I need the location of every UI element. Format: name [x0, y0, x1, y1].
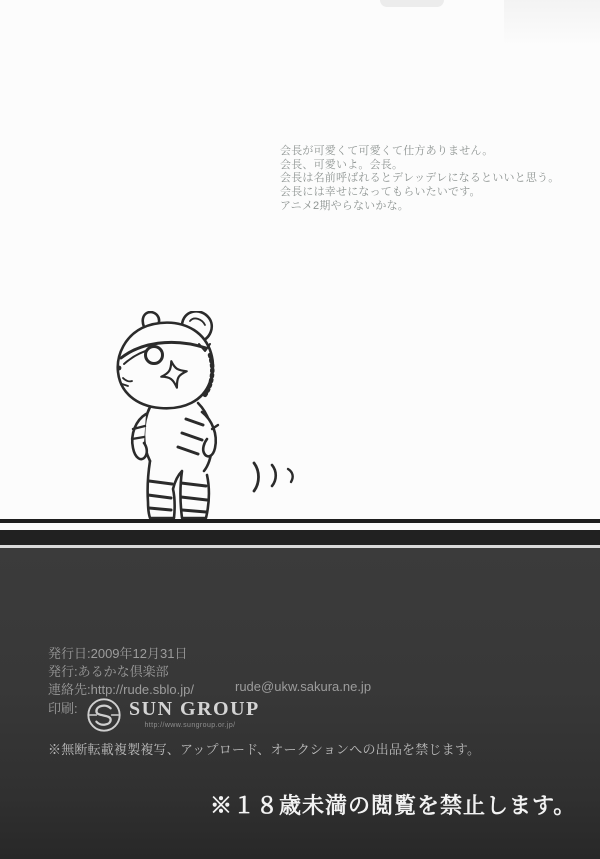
contact-url: 連絡先:http://rude.sblo.jp/	[48, 682, 194, 697]
ground-divider-line	[0, 519, 600, 523]
printer-name: SUN GROUP	[129, 698, 260, 720]
afterword-line: 会長が可愛くて可愛くて仕方ありません。	[280, 145, 494, 157]
scan-smudge	[380, 0, 444, 7]
afterword-line: 会長、可愛いよ。会長。	[280, 158, 404, 171]
sun-group-logo-icon	[85, 696, 123, 739]
afterword-line: アニメ2期やらないかな。	[280, 199, 409, 212]
tiger-mascot-drawing	[100, 311, 325, 531]
contact-email: rude@ukw.sakura.ne.jp	[235, 679, 372, 694]
age-restriction-warning: ※１８歳未満の閲覧を禁止します。	[210, 793, 577, 818]
publish-date: 発行日:2009年12月31日	[48, 646, 188, 661]
tiger-head	[118, 323, 213, 409]
afterword-line: 会長は名前呼ばれるとデレッデレになるといいと思う。	[280, 172, 560, 185]
tiger-eye	[146, 347, 163, 364]
publisher-circle-name: 発行:あるかな倶楽部	[48, 664, 169, 679]
no-reproduction-notice: ※無断転載複製複写、アップロード、オークションへの出品を禁じます。	[48, 742, 481, 757]
printer-label: 印刷:	[48, 701, 78, 716]
tiger-right-arm	[202, 412, 216, 456]
motion-lines	[254, 463, 293, 491]
tiger-mascot-illustration	[100, 311, 325, 531]
dark-band-divider	[0, 530, 600, 545]
afterword-line: 会長には幸せになってもらいたいです。	[280, 186, 481, 199]
scan-corner-shading	[504, 0, 600, 46]
afterword-text-block	[280, 145, 570, 214]
printer-url: http://www.sungroup.or.jp/	[144, 722, 236, 729]
